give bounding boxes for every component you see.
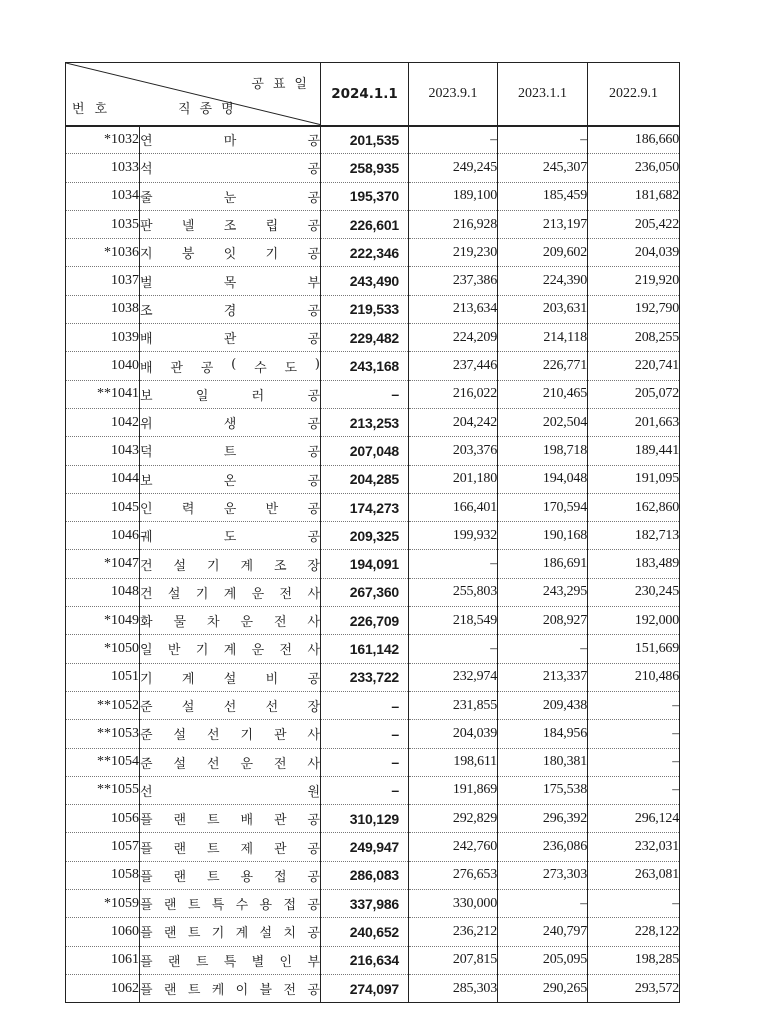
- job-name-text: 위 생 공: [140, 417, 320, 433]
- wage-value-col-4: –: [588, 748, 680, 776]
- table-row: [66, 380, 680, 408]
- wage-value-col-2: 255,803: [409, 578, 498, 606]
- wage-value-col-1: 249,947: [321, 833, 409, 861]
- table-row: [66, 267, 680, 295]
- job-name: [140, 493, 321, 521]
- job-name-text: 석 공: [140, 162, 320, 178]
- job-name-text: 플 랜 트 용 접 공: [140, 869, 320, 885]
- wage-value-col-3: 290,265: [498, 974, 588, 1002]
- job-code: 1043: [66, 437, 140, 465]
- job-name-text: 벌 목 부: [140, 275, 320, 291]
- wage-value-col-4: 263,081: [588, 861, 680, 889]
- job-name: [140, 324, 321, 352]
- job-name: [140, 776, 321, 804]
- wage-value-col-1: 161,142: [321, 635, 409, 663]
- job-name-text: 보 온 공: [140, 473, 320, 489]
- wage-value-col-2: 198,611: [409, 748, 498, 776]
- wage-value-col-4: 198,285: [588, 946, 680, 974]
- job-name: [140, 408, 321, 436]
- wage-value-col-1: 222,346: [321, 239, 409, 267]
- date-header-2023-9-1: 2023.9.1: [409, 63, 498, 126]
- table-row: [66, 890, 680, 918]
- job-code: 1060: [66, 918, 140, 946]
- wage-value-col-4: 189,441: [588, 437, 680, 465]
- job-code: 1057: [66, 833, 140, 861]
- table-row: [66, 635, 680, 663]
- wage-value-col-4: –: [588, 776, 680, 804]
- wage-value-col-4: 151,669: [588, 635, 680, 663]
- table-row: [66, 663, 680, 691]
- wage-value-col-3: 208,927: [498, 607, 588, 635]
- job-name-text: 보 일 러 공: [140, 388, 320, 404]
- job-code: 1061: [66, 946, 140, 974]
- wage-value-col-2: 224,209: [409, 324, 498, 352]
- table-row: [66, 154, 680, 182]
- job-name: [140, 635, 321, 663]
- wage-value-col-1: 310,129: [321, 805, 409, 833]
- job-name-text: 준 설 선 운 전 사: [140, 756, 320, 772]
- job-name-text: 준 설 선 기 관 사: [140, 728, 320, 744]
- wage-value-col-1: 229,482: [321, 324, 409, 352]
- job-code: **1052: [66, 691, 140, 719]
- table-row: [66, 408, 680, 436]
- wage-value-col-1: 213,253: [321, 408, 409, 436]
- wage-value-col-2: 242,760: [409, 833, 498, 861]
- table-row: [66, 550, 680, 578]
- date-header-2024-1-1: 2024.1.1: [321, 63, 409, 126]
- wage-value-col-4: 208,255: [588, 324, 680, 352]
- job-name: [140, 607, 321, 635]
- job-name-text: 배 관 공 ( 수 도 ): [140, 356, 320, 376]
- wage-value-col-3: 210,465: [498, 380, 588, 408]
- wage-value-col-1: 195,370: [321, 182, 409, 210]
- job-code: 1033: [66, 154, 140, 182]
- wage-value-col-1: 274,097: [321, 974, 409, 1002]
- wage-value-col-1: 233,722: [321, 663, 409, 691]
- job-code: **1041: [66, 380, 140, 408]
- wage-value-col-1: 243,490: [321, 267, 409, 295]
- wage-value-col-2: 231,855: [409, 691, 498, 719]
- job-code: *1049: [66, 607, 140, 635]
- wage-value-col-4: 186,660: [588, 126, 680, 154]
- table-row: [66, 833, 680, 861]
- job-code: *1050: [66, 635, 140, 663]
- job-name-text: 일 반 기 계 운 전 사: [140, 643, 320, 659]
- job-name: [140, 154, 321, 182]
- table-row: [66, 352, 680, 380]
- wage-value-col-3: –: [498, 635, 588, 663]
- job-name: [140, 805, 321, 833]
- job-name: [140, 522, 321, 550]
- job-name: [140, 352, 321, 380]
- wage-value-col-3: 243,295: [498, 578, 588, 606]
- wage-value-col-3: 245,307: [498, 154, 588, 182]
- wage-value-col-4: 205,072: [588, 380, 680, 408]
- date-header-2022-9-1: 2022.9.1: [588, 63, 680, 126]
- job-name: [140, 578, 321, 606]
- job-name: [140, 550, 321, 578]
- job-name-label: 직종명: [178, 101, 243, 117]
- job-name: [140, 918, 321, 946]
- table-row: [66, 918, 680, 946]
- table-row: [66, 861, 680, 889]
- job-code: 1048: [66, 578, 140, 606]
- wage-value-col-2: 236,212: [409, 918, 498, 946]
- job-code: **1054: [66, 748, 140, 776]
- wage-value-col-3: –: [498, 126, 588, 154]
- wage-value-col-2: 249,245: [409, 154, 498, 182]
- wage-value-col-3: 226,771: [498, 352, 588, 380]
- wage-value-col-2: 330,000: [409, 890, 498, 918]
- table-row: [66, 324, 680, 352]
- wage-value-col-4: 220,741: [588, 352, 680, 380]
- wage-value-col-3: 236,086: [498, 833, 588, 861]
- wage-value-col-3: 186,691: [498, 550, 588, 578]
- job-name-text: 플 랜 트 특 별 인 부: [140, 954, 320, 970]
- table-row: [66, 776, 680, 804]
- job-code: 1042: [66, 408, 140, 436]
- job-name: [140, 720, 321, 748]
- job-name-text: 연 마 공: [140, 134, 320, 150]
- job-name-text: 선 원: [140, 784, 320, 800]
- job-name-text: 플 랜 트 제 관 공: [140, 841, 320, 857]
- wage-value-col-4: 232,031: [588, 833, 680, 861]
- wage-value-col-4: 182,713: [588, 522, 680, 550]
- table-row: [66, 522, 680, 550]
- wage-value-col-2: –: [409, 126, 498, 154]
- wage-value-col-3: 203,631: [498, 295, 588, 323]
- wage-value-col-1: 219,533: [321, 295, 409, 323]
- job-name-text: 플 랜 트 배 관 공: [140, 813, 320, 829]
- job-code: 1044: [66, 465, 140, 493]
- job-name: [140, 946, 321, 974]
- wage-value-col-4: 191,095: [588, 465, 680, 493]
- job-name: [140, 210, 321, 238]
- job-name: [140, 974, 321, 1002]
- wage-value-col-4: 296,124: [588, 805, 680, 833]
- wage-value-col-4: 201,663: [588, 408, 680, 436]
- table-row: [66, 182, 680, 210]
- job-code: *1059: [66, 890, 140, 918]
- wage-value-col-2: –: [409, 635, 498, 663]
- job-name: [140, 295, 321, 323]
- publish-date-label: 공표일: [251, 77, 316, 92]
- job-name: [140, 833, 321, 861]
- wage-value-col-3: 190,168: [498, 522, 588, 550]
- job-code: *1036: [66, 239, 140, 267]
- wage-value-col-4: 210,486: [588, 663, 680, 691]
- wage-value-col-1: –: [321, 776, 409, 804]
- table-row: [66, 465, 680, 493]
- wage-value-col-3: 180,381: [498, 748, 588, 776]
- wage-value-col-2: 285,303: [409, 974, 498, 1002]
- wage-value-col-2: 218,549: [409, 607, 498, 635]
- wage-value-col-2: 203,376: [409, 437, 498, 465]
- wage-value-col-4: 192,000: [588, 607, 680, 635]
- wage-value-col-4: 192,790: [588, 295, 680, 323]
- job-name: [140, 691, 321, 719]
- job-name: [140, 890, 321, 918]
- wage-value-col-3: 170,594: [498, 493, 588, 521]
- wage-value-col-2: 213,634: [409, 295, 498, 323]
- job-name: [140, 267, 321, 295]
- wage-value-col-3: 175,538: [498, 776, 588, 804]
- job-code: 1040: [66, 352, 140, 380]
- wage-value-col-2: 292,829: [409, 805, 498, 833]
- table-row: [66, 946, 680, 974]
- job-code: 1051: [66, 663, 140, 691]
- wage-value-col-1: 207,048: [321, 437, 409, 465]
- job-code: 1045: [66, 493, 140, 521]
- wage-value-col-2: –: [409, 550, 498, 578]
- wage-value-col-4: 181,682: [588, 182, 680, 210]
- wage-value-col-4: 230,245: [588, 578, 680, 606]
- wage-value-col-2: 276,653: [409, 861, 498, 889]
- table-header: [66, 63, 680, 126]
- wage-value-col-3: 209,438: [498, 691, 588, 719]
- wage-value-col-4: 236,050: [588, 154, 680, 182]
- job-code: 1034: [66, 182, 140, 210]
- wage-value-col-2: 204,039: [409, 720, 498, 748]
- wage-value-col-1: 174,273: [321, 493, 409, 521]
- table-row: [66, 239, 680, 267]
- job-name: [140, 380, 321, 408]
- job-name: [140, 663, 321, 691]
- job-name-text: 배 관 공: [140, 332, 320, 348]
- wage-value-col-2: 201,180: [409, 465, 498, 493]
- wage-value-col-3: 273,303: [498, 861, 588, 889]
- job-name: [140, 465, 321, 493]
- wage-value-col-2: 237,446: [409, 352, 498, 380]
- wage-value-col-4: 293,572: [588, 974, 680, 1002]
- diagonal-header-cell: [66, 63, 321, 126]
- job-name-text: 지 붕 잇 기 공: [140, 247, 320, 263]
- job-name-text: 플 랜 트 케 이 블 전 공: [140, 983, 320, 999]
- wage-value-col-3: 224,390: [498, 267, 588, 295]
- wage-value-col-1: 226,601: [321, 210, 409, 238]
- wage-value-col-3: 213,197: [498, 210, 588, 238]
- wage-table: [65, 62, 680, 1003]
- wage-value-col-2: 216,928: [409, 210, 498, 238]
- table-row: [66, 295, 680, 323]
- table-row: [66, 607, 680, 635]
- wage-value-col-4: –: [588, 720, 680, 748]
- job-code: **1053: [66, 720, 140, 748]
- job-name-text: 준 설 선 선 장: [140, 700, 320, 716]
- job-code: 1038: [66, 295, 140, 323]
- table-row: [66, 126, 680, 154]
- job-code: 1062: [66, 974, 140, 1002]
- wage-value-col-4: –: [588, 691, 680, 719]
- table-row: [66, 974, 680, 1002]
- wage-value-col-1: 201,535: [321, 126, 409, 154]
- wage-value-col-2: 207,815: [409, 946, 498, 974]
- wage-value-col-1: –: [321, 380, 409, 408]
- wage-value-col-4: 183,489: [588, 550, 680, 578]
- table-row: [66, 720, 680, 748]
- job-name: [140, 437, 321, 465]
- wage-value-col-1: 226,709: [321, 607, 409, 635]
- job-name-text: 인 력 운 반 공: [140, 502, 320, 517]
- wage-value-col-4: –: [588, 890, 680, 918]
- wage-value-col-2: 204,242: [409, 408, 498, 436]
- wage-value-col-1: 258,935: [321, 154, 409, 182]
- wage-value-col-3: 184,956: [498, 720, 588, 748]
- job-name-text: 건 설 기 계 운 전 사: [140, 586, 320, 602]
- wage-value-col-3: 213,337: [498, 663, 588, 691]
- job-name: [140, 861, 321, 889]
- wage-value-col-3: 209,602: [498, 239, 588, 267]
- wage-value-col-4: 162,860: [588, 493, 680, 521]
- wage-value-col-4: 205,422: [588, 210, 680, 238]
- wage-value-col-1: 204,285: [321, 465, 409, 493]
- job-name-text: 플 랜 트 기 계 설 치 공: [140, 926, 320, 942]
- table-row: [66, 493, 680, 521]
- table-row: [66, 691, 680, 719]
- job-name-text: 화 물 차 운 전 사: [140, 615, 320, 631]
- job-name-text: 덕 트 공: [140, 445, 320, 461]
- wage-value-col-3: 214,118: [498, 324, 588, 352]
- job-code: 1058: [66, 861, 140, 889]
- job-name-text: 기 계 설 비 공: [140, 671, 320, 687]
- wage-value-col-2: 191,869: [409, 776, 498, 804]
- table-row: [66, 210, 680, 238]
- table-row: [66, 437, 680, 465]
- wage-value-col-1: 267,360: [321, 578, 409, 606]
- job-name: [140, 239, 321, 267]
- wage-value-col-3: 205,095: [498, 946, 588, 974]
- wage-value-col-3: 185,459: [498, 182, 588, 210]
- table-row: [66, 748, 680, 776]
- job-name-text: 줄 눈 공: [140, 190, 320, 206]
- job-code: **1055: [66, 776, 140, 804]
- wage-value-col-3: –: [498, 890, 588, 918]
- job-code: 1035: [66, 210, 140, 238]
- wage-value-col-1: 240,652: [321, 918, 409, 946]
- table-body: [66, 126, 680, 1003]
- wage-value-col-4: 228,122: [588, 918, 680, 946]
- job-name: [140, 182, 321, 210]
- job-code: *1047: [66, 550, 140, 578]
- job-code: 1056: [66, 805, 140, 833]
- job-name-text: 조 경 공: [140, 303, 320, 319]
- wage-value-col-3: 240,797: [498, 918, 588, 946]
- job-code: 1039: [66, 324, 140, 352]
- wage-value-col-2: 219,230: [409, 239, 498, 267]
- wage-value-col-1: –: [321, 720, 409, 748]
- table-row: [66, 805, 680, 833]
- wage-value-col-2: 232,974: [409, 663, 498, 691]
- date-header-2023-1-1: 2023.1.1: [498, 63, 588, 126]
- wage-value-col-2: 216,022: [409, 380, 498, 408]
- wage-value-col-4: 219,920: [588, 267, 680, 295]
- wage-value-col-3: 202,504: [498, 408, 588, 436]
- job-name: [140, 748, 321, 776]
- number-label: 번호: [72, 101, 118, 117]
- wage-value-col-1: –: [321, 748, 409, 776]
- wage-value-col-1: 216,634: [321, 946, 409, 974]
- job-code: *1032: [66, 126, 140, 154]
- job-name-text: 궤 도 공: [140, 530, 320, 546]
- wage-value-col-4: 204,039: [588, 239, 680, 267]
- job-code: 1046: [66, 522, 140, 550]
- job-name-text: 건 설 기 계 조 장: [140, 558, 320, 574]
- wage-value-col-1: 209,325: [321, 522, 409, 550]
- wage-value-col-2: 189,100: [409, 182, 498, 210]
- wage-value-col-1: 286,083: [321, 861, 409, 889]
- job-code: 1037: [66, 267, 140, 295]
- wage-value-col-3: 198,718: [498, 437, 588, 465]
- wage-value-col-3: 194,048: [498, 465, 588, 493]
- wage-value-col-2: 199,932: [409, 522, 498, 550]
- job-name-text: 플 랜 트 특 수 용 접 공: [140, 898, 320, 914]
- table-row: [66, 578, 680, 606]
- wage-value-col-1: 243,168: [321, 352, 409, 380]
- wage-value-col-2: 166,401: [409, 493, 498, 521]
- job-name: [140, 126, 321, 154]
- wage-value-col-1: 337,986: [321, 890, 409, 918]
- wage-value-col-1: –: [321, 691, 409, 719]
- wage-value-col-3: 296,392: [498, 805, 588, 833]
- wage-value-col-2: 237,386: [409, 267, 498, 295]
- job-name-text: 판 넬 조 립 공: [140, 219, 320, 235]
- wage-value-col-1: 194,091: [321, 550, 409, 578]
